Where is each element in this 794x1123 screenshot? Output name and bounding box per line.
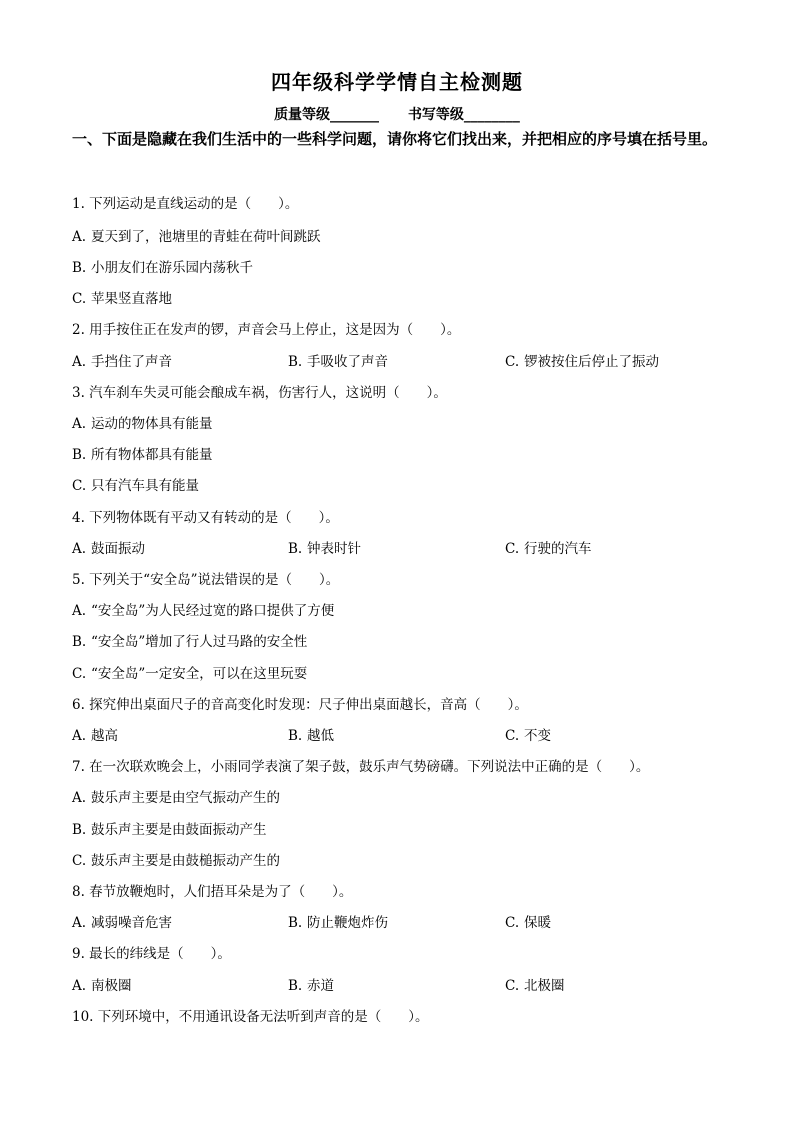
option-6c: [505, 724, 551, 744]
option-4c: [505, 537, 592, 557]
option-text: 鼓乐声主要是由鼓槌振动产生的: [91, 853, 280, 869]
option-label: B.: [288, 728, 303, 744]
option-text: 北极圈: [524, 978, 565, 994]
option-9c: [505, 974, 565, 994]
option-8b: [288, 911, 388, 931]
option-label: B.: [288, 541, 303, 557]
option-text: 行驶的汽车: [524, 541, 592, 557]
option-1b: [72, 256, 253, 276]
question-1: 1. 下列运动是直线运动的是（ ）。: [72, 196, 299, 212]
option-text: 防止鞭炮炸伤: [307, 915, 388, 931]
question-10: 10. 下列环境中，不用通讯设备无法听到声音的是（ ）。: [72, 1009, 429, 1025]
option-label: A.: [72, 229, 87, 245]
question-5: 5. 下列关于“安全岛”说法错误的是（ ）。: [72, 572, 340, 588]
option-4b: [288, 537, 361, 557]
option-text: 越低: [307, 728, 334, 744]
option-label: C.: [505, 978, 520, 994]
option-label: C.: [72, 666, 87, 682]
option-label: A.: [72, 416, 87, 432]
option-text: 减弱噪音危害: [91, 915, 172, 931]
option-1a: [72, 225, 321, 245]
option-text: 越高: [91, 728, 118, 744]
option-text: 鼓面振动: [91, 541, 145, 557]
option-text: 所有物体都具有能量: [91, 447, 213, 463]
grade-fields: [0, 104, 794, 124]
question-4: 4. 下列物体既有平动又有转动的是（ ）。: [72, 510, 339, 526]
option-label: B.: [72, 634, 87, 650]
option-text: 鼓乐声主要是由鼓面振动产生: [91, 822, 267, 838]
option-7b: [72, 818, 267, 838]
option-label: B.: [288, 978, 303, 994]
question-6: 6. 探究伸出桌面尺子的音高变化时发现：尺子伸出桌面越长，音高（ ）。: [72, 697, 528, 713]
option-label: A.: [72, 541, 87, 557]
option-label: C.: [505, 728, 520, 744]
section-heading: 一、下面是隐藏在我们生活中的一些科学问题，请你将它们找出来，并把相应的序号填在括号里。: [72, 130, 718, 148]
question-2: 2. 用手按住正在发声的锣，声音会马上停止，这是因为（ ）。: [72, 322, 461, 338]
option-5a: [72, 599, 334, 619]
page-title: 四年级科学学情自主检测题: [271, 70, 523, 94]
option-9b: [288, 974, 334, 994]
option-text: 小朋友们在游乐园内荡秋千: [91, 260, 253, 276]
option-text: “安全岛”增加了行人过马路的安全性: [91, 634, 308, 650]
option-text: 钟表时针: [307, 541, 361, 557]
option-3a: [72, 412, 213, 432]
option-2b: [288, 350, 388, 370]
option-label: A.: [72, 603, 87, 619]
quality-grade: 质量等级_______: [274, 107, 380, 123]
option-text: 保暖: [524, 915, 551, 931]
option-text: 赤道: [307, 978, 334, 994]
option-8c: [505, 911, 551, 931]
question-7: 7. 在一次联欢晚会上，小雨同学表演了架子鼓，鼓乐声气势磅礴。下列说法中正确的是（ ）。: [72, 759, 650, 775]
option-2c: [505, 350, 659, 370]
option-label: C.: [72, 478, 87, 494]
option-label: A.: [72, 790, 87, 806]
option-label: A.: [72, 728, 87, 744]
option-text: “安全岛”为人民经过宽的路口提供了方便: [91, 603, 335, 619]
option-3b: [72, 443, 213, 463]
option-4a: [72, 537, 145, 557]
option-6a: [72, 724, 118, 744]
option-label: B.: [72, 822, 87, 838]
option-label: A.: [72, 978, 87, 994]
question-8: 8. 春节放鞭炮时，人们捂耳朵是为了（ ）。: [72, 884, 353, 900]
option-label: A.: [72, 915, 87, 931]
option-text: “安全岛”一定安全，可以在这里玩耍: [91, 666, 308, 682]
option-label: B.: [72, 447, 87, 463]
option-label: C.: [505, 915, 520, 931]
option-text: 手吸收了声音: [307, 354, 388, 370]
option-7c: [72, 849, 280, 869]
option-label: C.: [505, 354, 520, 370]
option-9a: [72, 974, 132, 994]
option-1c: [72, 287, 172, 307]
question-3: 3. 汽车刹车失灵可能会酿成车祸，伤害行人，这说明（ ）。: [72, 385, 447, 401]
option-label: B.: [288, 354, 303, 370]
option-6b: [288, 724, 334, 744]
option-5c: [72, 662, 307, 682]
option-text: 锣被按住后停止了振动: [524, 354, 659, 370]
option-text: 苹果竖直落地: [91, 291, 172, 307]
option-label: C.: [72, 291, 87, 307]
option-text: 不变: [524, 728, 551, 744]
option-label: C.: [505, 541, 520, 557]
option-text: 夏天到了，池塘里的青蛙在荷叶间跳跃: [91, 229, 321, 245]
option-label: B.: [288, 915, 303, 931]
option-text: 运动的物体具有能量: [91, 416, 213, 432]
option-8a: [72, 911, 172, 931]
option-text: 只有汽车具有能量: [91, 478, 199, 494]
question-9: 9. 最长的纬线是（ ）。: [72, 946, 231, 962]
option-3c: [72, 474, 199, 494]
option-5b: [72, 630, 307, 650]
option-2a: [72, 350, 172, 370]
writing-grade: 书写等级________: [407, 107, 520, 123]
option-label: B.: [72, 260, 87, 276]
option-7a: [72, 786, 280, 806]
option-label: A.: [72, 354, 87, 370]
option-label: C.: [72, 853, 87, 869]
option-text: 手挡住了声音: [91, 354, 172, 370]
option-text: 鼓乐声主要是由空气振动产生的: [91, 790, 280, 806]
option-text: 南极圈: [91, 978, 132, 994]
